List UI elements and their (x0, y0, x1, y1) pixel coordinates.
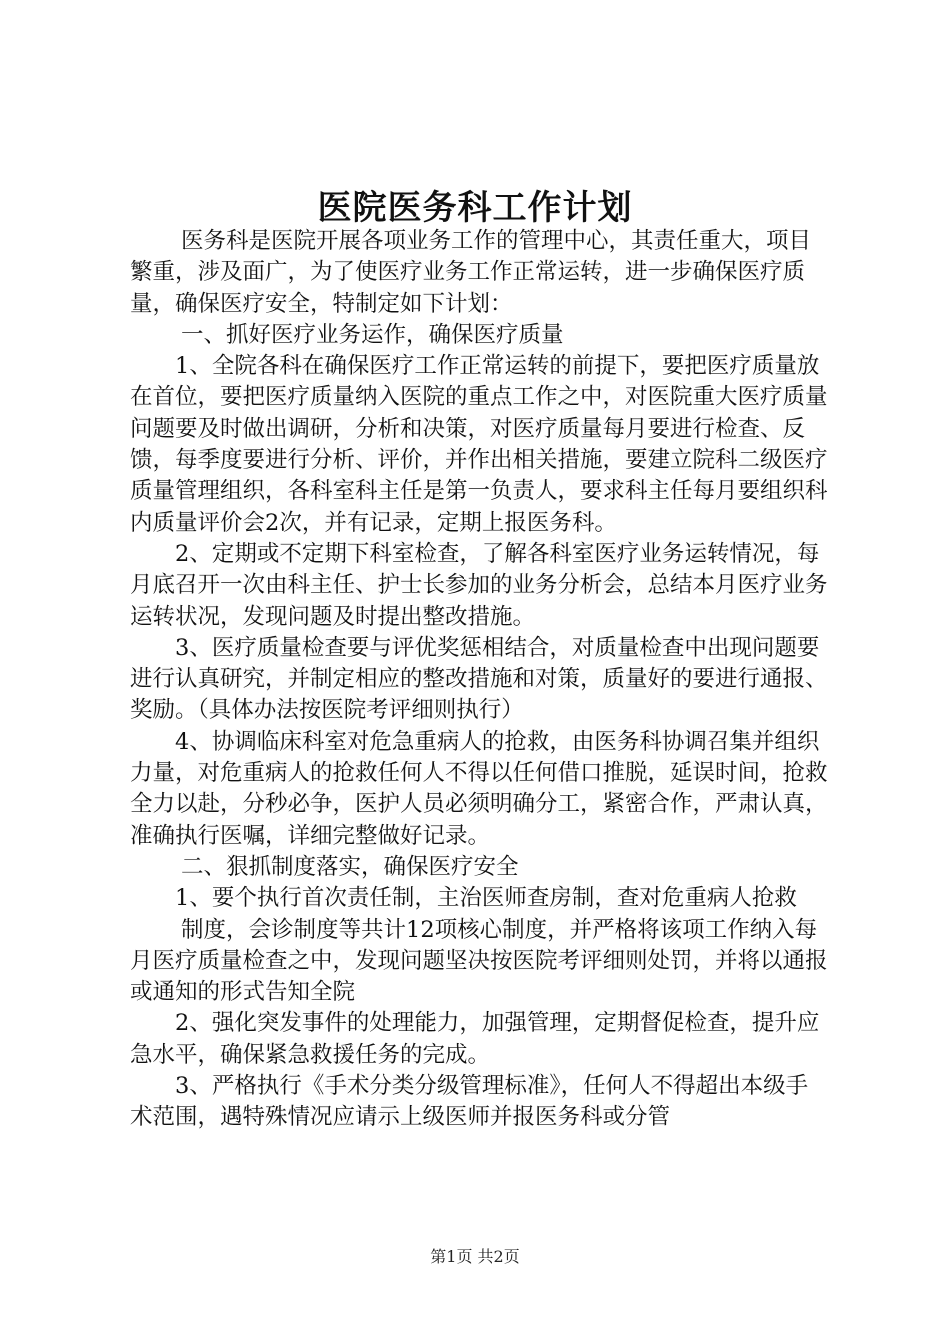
section-heading-1: 一、抓好医疗业务运作，确保医疗质量 (181, 321, 564, 348)
paragraph-2-1-continued: 制度，会诊制度等共计12项核心制度，并严格将该项工作纳入每月医疗质量检查之中，发现问题坚决按医院考评细则处罚，并将以通报或通知的形式告知全院 (130, 916, 828, 1006)
document-title: 医院医务科工作计划 (317, 188, 633, 228)
paragraph-1-3: 3、医疗质量检查要与评优奖惩相结合，对质量检查中出现问题要进行认真研究，并制定相应的整改措施和对策，质量好的要进行通报、奖励。（具体办法按医院考评细则执行） (130, 634, 828, 724)
paragraph-2-1: 1、要个执行首次责任制，主治医师查房制，查对危重病人抢救 (175, 885, 797, 912)
paragraph-1-4: 4、协调临床科室对危急重病人的抢救，由医务科协调召集并组织力量，对危重病人的抢救任何人不得以任何借口推脱，延误时间，抢救全力以赴，分秒必争，医护人员必须明确分工，紧密合作，严肃认真，准确执行医嘱，详细完整做好记录。 (130, 728, 828, 849)
paragraph-1-2: 2、定期或不定期下科室检查，了解各科室医疗业务运转情况，每月底召开一次由科主任、护士长参加的业务分析会，总结本月医疗业务运转状况，发现问题及时提出整改措施。 (130, 540, 828, 630)
page-footer: 第1页 共2页 (430, 1247, 520, 1266)
document-body (130, 226, 830, 1134)
paragraph-1-1: 1、全院各科在确保医疗工作正常运转的前提下，要把医疗质量放在首位，要把医疗质量纳入医院的重点工作之中，对医院重大医疗质量问题要及时做出调研，分析和决策，对医疗质量每月要进行检查、反馈，每季度要进行分析、评价，并作出相关措施，要建立院科二级医疗质量管理组织，各科室科主任是第一负责人，要求科主任每月要组织科内质量评价会2次，并有记录，定期上报医务科。 (130, 353, 828, 536)
paragraph-2-2: 2、强化突发事件的处理能力，加强管理，定期督促检查，提升应急水平，确保紧急救援任务的完成。 (130, 1010, 820, 1068)
section-heading-2: 二、狠抓制度落实，确保医疗安全 (181, 853, 519, 880)
intro-paragraph: 医务科是医院开展各项业务工作的管理中心，其责任重大，项目繁重，涉及面广，为了使医疗业务工作正常运转，进一步确保医疗质量，确保医疗安全，特制定如下计划： (130, 228, 812, 317)
paragraph-2-3: 3、严格执行《手术分类分级管理标准》，任何人不得超出本级手术范围，遇特殊情况应请示上级医师并报医务科或分管 (130, 1073, 809, 1131)
